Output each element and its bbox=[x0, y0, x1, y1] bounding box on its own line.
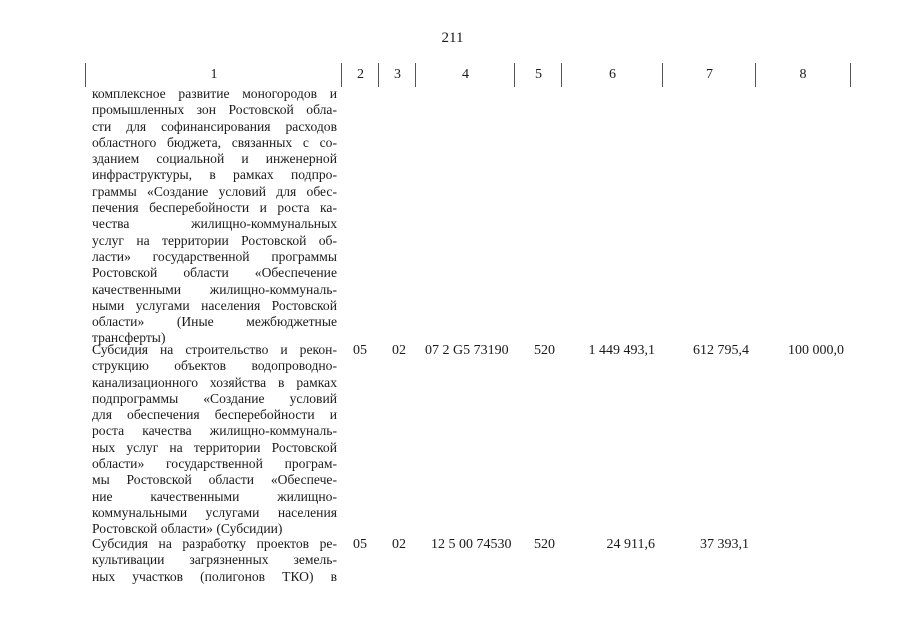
row-description bbox=[92, 536, 337, 585]
amount-col7: 612 795,4 bbox=[693, 343, 749, 358]
description-line: подпрограммы «Создание условий bbox=[92, 390, 337, 406]
description-line: коммунальными услугами населения bbox=[92, 504, 337, 520]
description-line: чества жилищно-коммунальных bbox=[92, 216, 337, 232]
description-line: граммы «Создание условий для обес- bbox=[92, 183, 337, 199]
expense-type-code: 520 bbox=[534, 343, 555, 358]
description-line: области» (Иные межбюджетные bbox=[92, 314, 337, 330]
description-line: услуг на территории Ростовской об- bbox=[92, 232, 337, 248]
column-header: 7 bbox=[662, 63, 756, 87]
amount-col8: 100 000,0 bbox=[788, 343, 844, 358]
description-line: для обеспечения бесперебойности и bbox=[92, 407, 337, 423]
description-line: ние качественными жилищно- bbox=[92, 488, 337, 504]
amount-col6: 24 911,6 bbox=[606, 537, 655, 552]
description-line: областного бюджета, связанных с со- bbox=[92, 134, 337, 150]
amount-col6: 1 449 493,1 bbox=[588, 343, 655, 358]
description-line: комплексное развитие моногородов и bbox=[92, 86, 337, 101]
subsection-code: 02 bbox=[392, 537, 406, 552]
page-number: 211 bbox=[441, 30, 464, 46]
description-line: ных участков (полигонов ТКО) в bbox=[92, 568, 337, 584]
description-line: культивации загрязненных земель- bbox=[92, 552, 337, 568]
description-line: зданием социальной и инженерной bbox=[92, 151, 337, 167]
description-line: ласти» государственной программы bbox=[92, 248, 337, 264]
column-header: 3 bbox=[378, 63, 416, 87]
column-header: 2 bbox=[341, 63, 379, 87]
description-line: сти для софинансирования расходов bbox=[92, 118, 337, 134]
description-line: области» государственной програм- bbox=[92, 456, 337, 472]
section-code: 05 bbox=[353, 537, 367, 552]
column-header: 1 bbox=[85, 63, 342, 87]
description-line: Ростовской области «Обеспечение bbox=[92, 265, 337, 281]
description-line: печения бесперебойности и роста ка- bbox=[92, 200, 337, 216]
description-line: ными услугами населения Ростовской bbox=[92, 297, 337, 313]
subsection-code: 02 bbox=[392, 343, 406, 358]
description-line: инфраструктуры, в рамках подпро- bbox=[92, 167, 337, 183]
description-line: Субсидия на строительство и рекон- bbox=[92, 342, 337, 357]
row-description bbox=[92, 342, 337, 538]
section-code: 05 bbox=[353, 343, 367, 358]
description-line: мы Ростовской области «Обеспече- bbox=[92, 472, 337, 488]
description-line: качественными жилищно-коммуналь- bbox=[92, 281, 337, 297]
description-line: Субсидия на разработку проектов ре- bbox=[92, 536, 337, 551]
description-line: ных услуг на территории Ростовской bbox=[92, 439, 337, 455]
column-header: 6 bbox=[561, 63, 663, 87]
column-header: 4 bbox=[415, 63, 515, 87]
description-line: канализационного хозяйства в рамках bbox=[92, 374, 337, 390]
description-line: промышленных зон Ростовской обла- bbox=[92, 102, 337, 118]
description-line: струкцию объектов водопроводно- bbox=[92, 358, 337, 374]
target-article-code: 07 2 G5 73190 bbox=[425, 343, 509, 358]
expense-type-code: 520 bbox=[534, 537, 555, 552]
column-header: 5 bbox=[514, 63, 562, 87]
column-header: 8 bbox=[755, 63, 851, 87]
target-article-code: 12 5 00 74530 bbox=[431, 537, 512, 552]
row-description bbox=[92, 86, 337, 347]
description-line: трансферты) bbox=[92, 330, 166, 346]
amount-col7: 37 393,1 bbox=[700, 537, 749, 552]
description-line: Ростовской области» (Субсидии) bbox=[92, 521, 283, 537]
description-line: роста качества жилищно-коммуналь- bbox=[92, 423, 337, 439]
